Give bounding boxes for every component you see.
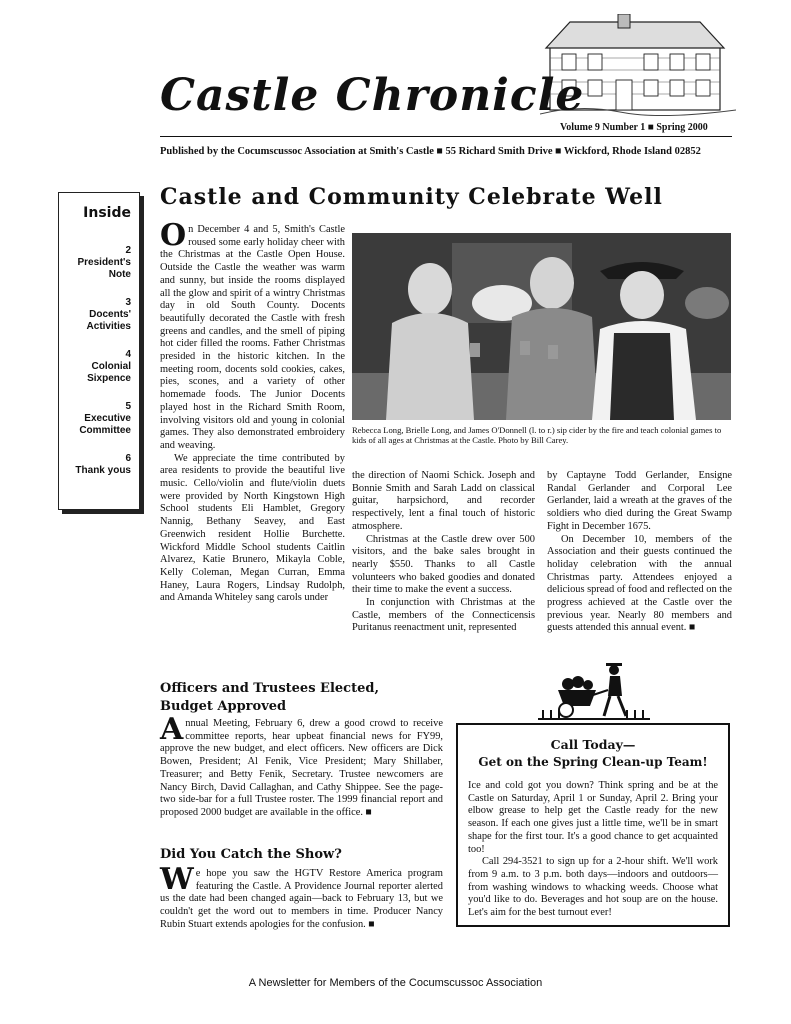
inside-item-page: 2 [125, 245, 131, 256]
inside-item-label: Colonial Sixpence [87, 361, 131, 384]
article-paragraph: We appreciate the time contributed by area residents to provide the beautiful live music. Cello/violin and flute/violin duets were provided by North Kingstown High School students Eli Hamblet, Gregory Nannig, Bethany Seavey, and East Greenwich resident Hollie Burchette. Wickford Middle School students Caitlin Alvarez, Katie Brunero, Mikayla Coble, Kelly Coleman, Megan Curran, Emma Haney, Laura Rogers, Lindsay Rudolph, and Amanda Whiteley sang carols under [160, 452, 345, 604]
inside-item-colonial-sixpence [59, 349, 131, 385]
article-paragraph: the direction of Naomi Schick. Joseph and Bonnie Smith and Sarah Ladd on classical guitar, harpsichord, and recorder respectively, lent a final touch of historic atmosphere. [352, 470, 535, 532]
article-paragraph: Christmas at the Castle drew over 500 visitors, and the bake sales brought in nearly $550. Thanks to all Castle volunteers who baked goodies and donated their time to make the event a success. [352, 533, 535, 596]
cleanup-callout-box [456, 723, 730, 927]
show-article [160, 862, 443, 932]
article-paragraph: n December 4 and 5, Smith's Castle roused some early holiday cheer with the Christmas at the Castle Open House. Outside the Castle the weather was warm and sunny, but inside the rooms displayed all the glow and spirit of a wintry Christmas day in old South County. Docents beautifully decorated the Castle with fresh greens and candles, and the smell of piping hot cider filled the rooms. Father Christmas presided in the historic kitchen. In the meeting room, docents sold cookies, cakes, pies, scones, and a variety of other homemade foods. The Junior Docents played host in the Richard Smith Room, involving visitors old and young in colonial games. They also demonstrated embroidery and weaving. [160, 224, 345, 451]
callout-body [468, 780, 718, 920]
inside-title: Inside [83, 205, 131, 221]
officers-headline-line-2: Budget Approved [160, 699, 287, 714]
article-column-2 [352, 470, 535, 635]
callout-title: Call Today— [550, 737, 636, 752]
officers-article [160, 712, 443, 820]
photo-caption: Rebecca Long, Brielle Long, and James O'Donnell (l. to r.) sip cider by the fire and teach colonial games to kids of all ages at Christmas at the Castle. Photo by Bill Carey. [352, 425, 722, 445]
inside-item-page: 6 [125, 453, 131, 464]
inside-item-label: Docents' Activities [86, 309, 131, 332]
officers-headline [160, 680, 379, 716]
inside-contents-box [58, 192, 140, 510]
volume-line: Volume 9 Number 1 ■ Spring 2000 [560, 122, 708, 133]
christmas-photo [352, 233, 731, 420]
inside-item-label: President's Note [77, 257, 131, 280]
callout-subtitle: Get on the Spring Clean-up Team! [478, 755, 708, 769]
publisher-line: Published by the Cocumscussoc Association at Smith's Castle ■ 55 Richard Smith Drive ■ Wickford, Rhode Island 02852 [160, 146, 701, 157]
article-paragraph: e hope you saw the HGTV Restore America program featuring the Castle. A Providence Journal reporter alerted us the date had been changed again—back to February 13, but we couldn't get the word out to members in time. Producer Nancy Rubin Stuart extends apologies for the confusion. ■ [160, 868, 443, 930]
drop-cap: O [160, 218, 187, 253]
article-column-3 [547, 470, 732, 635]
newsletter-footer: A Newsletter for Members of the Cocumscussoc Association [248, 977, 543, 989]
inside-item-docents-activities [59, 297, 131, 333]
show-headline: Did You Catch the Show? [160, 847, 342, 862]
article-column-1 [160, 218, 345, 605]
drop-cap: W [160, 862, 194, 897]
newsletter-title: Castle Chronicle [160, 70, 585, 121]
inside-item-executive-committee [59, 401, 131, 437]
callout-paragraph: Call 294-3521 to sign up for a 2-hour shift. We'll work from 9 a.m. to 3 p.m. both days—indoors and outdoors—from washing windows to whacking weeds. Choose what you'd like to do. Beverages and hot soup are on the house. Let's aim for the best turnout ever! [468, 856, 718, 919]
inside-item-label: Executive Committee [79, 413, 131, 436]
inside-item-page: 3 [125, 297, 131, 308]
inside-item-label: Thank yous [75, 465, 131, 476]
main-headline: Castle and Community Celebrate Well [160, 184, 663, 210]
callout-paragraph: Ice and cold got you down? Think spring and be at the Castle on Saturday, April 1 or Sunday, April 2. Bring your elbow grease to help get the Castle ready for the new season. If each one gives just a little time, we'll be in smart shape for the first tour. It's a good chance to get acquainted too! [468, 780, 718, 855]
officers-headline-line-1: Officers and Trustees Elected, [160, 681, 379, 696]
inside-item-presidents-note [59, 245, 131, 281]
wheelbarrow-illustration [538, 660, 650, 724]
article-paragraph: In conjunction with Christmas at the Castle, members of the Connecticensis Puritanus reenactment unit, represented [352, 597, 535, 634]
article-paragraph: by Captayne Todd Gerlander, Ensigne Randal Gerlander and Corporal Lee Gerlander, laid a wreath at the graves of the soldiers who died during the Great Swamp Fight in December 1675. [547, 470, 732, 532]
inside-item-thank-yous [59, 453, 131, 477]
article-paragraph: On December 10, members of the Association and their guests continued the holiday celebration with the annual Christmas party. Attendees enjoyed a delicious spread of food and reflected on the progress achieved at the Castle over the previous year. Nearly 80 members and guests attended this annual event. ■ [547, 533, 732, 634]
inside-item-page: 5 [125, 401, 131, 412]
inside-item-page: 4 [125, 349, 131, 360]
drop-cap: A [160, 712, 184, 747]
article-paragraph: nnual Meeting, February 6, drew a good crowd to receive committee reports, hear upbeat financial news for FY99, approve the new budget, and elect officers. New officers are Dick Bowen, President; Al Fenik, Vice President; Mary Shillaber, Treasurer; and Betty Fenik, Secretary. Trustee newcomers are Nancy Birch, David Callaghan, and Cathy Shippee. See the page-two side-bar for a full Trustee roster. The 1999 financial report and proposed 2000 budget are available in the office. ■ [160, 718, 443, 818]
masthead-rule [160, 136, 732, 137]
